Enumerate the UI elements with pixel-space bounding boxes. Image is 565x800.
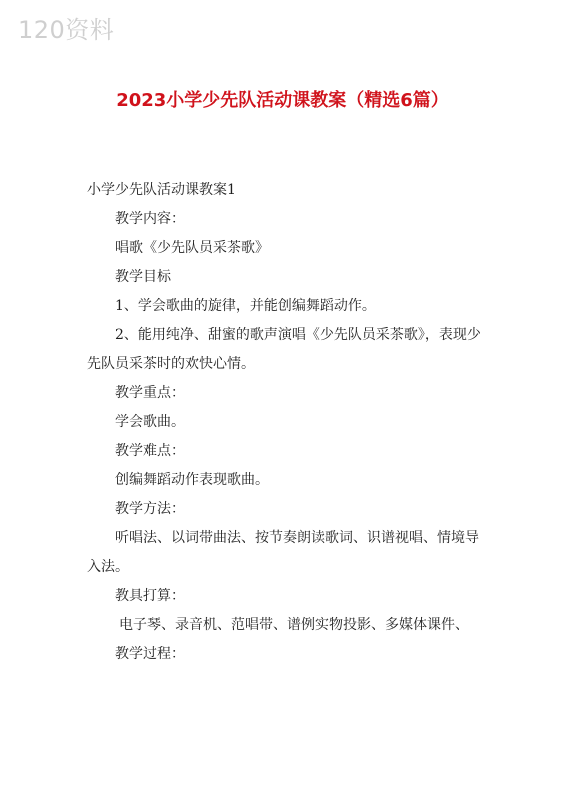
paragraph-teaching-content-label: 教学内容： [115, 211, 185, 227]
paragraph-key-point-label: 教学重点： [115, 385, 185, 401]
paragraph-goal-2: 2、能用纯净、甜蜜的歌声演唱《少先队员采茶歌》，表现少先队员采茶时的欢快心情。 [87, 327, 481, 372]
paragraph-song: 唱歌《少先队员采茶歌》 [115, 240, 269, 256]
paragraph-goal-1: 1、学会歌曲的旋律，并能创编舞蹈动作。 [115, 298, 376, 314]
paragraph-materials: 电子琴、录音机、范唱带、谱例实物投影、多媒体课件、 [119, 617, 469, 633]
watermark-logo: 120资料 [18, 16, 115, 44]
paragraph-key-point: 学会歌曲。 [115, 414, 185, 430]
paragraph-materials-label: 教具打算： [115, 588, 185, 604]
document-body [87, 176, 487, 669]
paragraph-difficulty: 创编舞蹈动作表现歌曲。 [115, 472, 269, 488]
paragraph-process-label: 教学过程： [115, 646, 185, 662]
document-title: 2023小学少先队活动课教案（精选6篇） [116, 90, 449, 111]
section-heading: 小学少先队活动课教案1 [87, 182, 236, 198]
paragraph-methods: 听唱法、以词带曲法、按节奏朗读歌词、识谱视唱、情境导入法。 [87, 530, 479, 575]
paragraph-method-label: 教学方法： [115, 501, 185, 517]
paragraph-difficulty-label: 教学难点： [115, 443, 185, 459]
paragraph-teaching-goal-label: 教学目标 [115, 269, 171, 285]
